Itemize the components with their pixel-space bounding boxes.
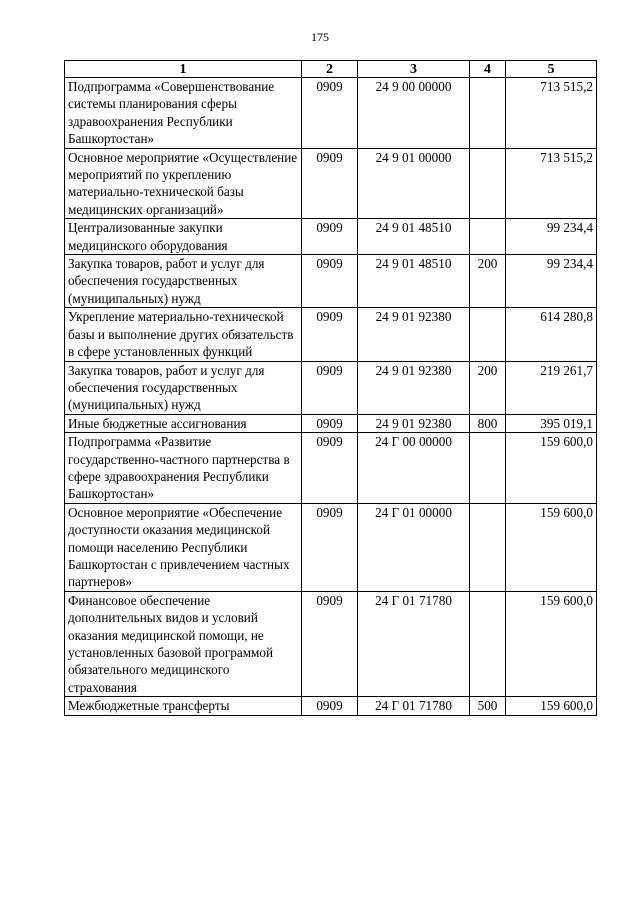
column-header-vr: 4 bbox=[470, 61, 506, 78]
row-amount: 395 019,1 bbox=[506, 414, 597, 432]
row-expense-type: 200 bbox=[470, 255, 506, 308]
row-section: 0909 bbox=[302, 255, 358, 308]
table-row bbox=[65, 255, 597, 308]
column-header-csr: 3 bbox=[358, 61, 470, 78]
row-name: Финансовое обеспечение дополнительных видов и условий оказания медицинской помощи, не установленных базовой программой обязательного медицинского страхования bbox=[65, 591, 302, 696]
row-target-article: 24 9 01 00000 bbox=[358, 148, 470, 219]
table-row bbox=[65, 697, 597, 715]
row-section: 0909 bbox=[302, 503, 358, 591]
row-name: Укрепление материально-технической базы и выполнение других обязательств в сфере установленных функций bbox=[65, 308, 302, 361]
row-expense-type bbox=[470, 503, 506, 591]
header-row bbox=[65, 61, 597, 78]
row-name: Основное мероприятие «Осуществление мероприятий по укреплению материально-технической базы медицинских организаций» bbox=[65, 148, 302, 219]
row-target-article: 24 9 01 92380 bbox=[358, 361, 470, 414]
row-expense-type bbox=[470, 308, 506, 361]
row-target-article: 24 9 01 92380 bbox=[358, 414, 470, 432]
row-target-article: 24 9 00 00000 bbox=[358, 78, 470, 149]
table-row bbox=[65, 503, 597, 591]
row-section: 0909 bbox=[302, 219, 358, 255]
table-row bbox=[65, 78, 597, 149]
row-expense-type bbox=[470, 78, 506, 149]
table-row bbox=[65, 433, 597, 504]
row-target-article: 24 Г 01 00000 bbox=[358, 503, 470, 591]
budget-table bbox=[64, 60, 597, 716]
table-row bbox=[65, 414, 597, 432]
row-section: 0909 bbox=[302, 308, 358, 361]
row-expense-type bbox=[470, 219, 506, 255]
table-row bbox=[65, 308, 597, 361]
row-amount: 219 261,7 bbox=[506, 361, 597, 414]
row-amount: 713 515,2 bbox=[506, 148, 597, 219]
row-amount: 614 280,8 bbox=[506, 308, 597, 361]
row-target-article: 24 9 01 48510 bbox=[358, 219, 470, 255]
row-expense-type: 800 bbox=[470, 414, 506, 432]
row-amount: 159 600,0 bbox=[506, 433, 597, 504]
column-header-section: 2 bbox=[302, 61, 358, 78]
table-row bbox=[65, 148, 597, 219]
row-expense-type: 200 bbox=[470, 361, 506, 414]
row-amount: 159 600,0 bbox=[506, 503, 597, 591]
row-target-article: 24 9 01 48510 bbox=[358, 255, 470, 308]
row-amount: 99 234,4 bbox=[506, 219, 597, 255]
row-name: Иные бюджетные ассигнования bbox=[65, 414, 302, 432]
row-name: Закупка товаров, работ и услуг для обеспечения государственных (муниципальных) нужд bbox=[65, 255, 302, 308]
row-section: 0909 bbox=[302, 78, 358, 149]
row-name: Подпрограмма «Развитие государственно-частного партнерства в сфере здравоохранения Республики Башкортостан» bbox=[65, 433, 302, 504]
row-section: 0909 bbox=[302, 414, 358, 432]
row-amount: 159 600,0 bbox=[506, 591, 597, 696]
row-target-article: 24 Г 01 71780 bbox=[358, 697, 470, 715]
table-row bbox=[65, 219, 597, 255]
row-expense-type bbox=[470, 591, 506, 696]
row-name: Межбюджетные трансферты bbox=[65, 697, 302, 715]
row-target-article: 24 Г 00 00000 bbox=[358, 433, 470, 504]
row-name: Централизованные закупки медицинского оборудования bbox=[65, 219, 302, 255]
column-header-name: 1 bbox=[65, 61, 302, 78]
row-expense-type: 500 bbox=[470, 697, 506, 715]
page-number: 175 bbox=[311, 30, 329, 44]
row-section: 0909 bbox=[302, 148, 358, 219]
table-row bbox=[65, 591, 597, 696]
row-name: Подпрограмма «Совершенствование системы планирования сферы здравоохранения Республики Башкортостан» bbox=[65, 78, 302, 149]
row-amount: 99 234,4 bbox=[506, 255, 597, 308]
row-section: 0909 bbox=[302, 591, 358, 696]
row-section: 0909 bbox=[302, 361, 358, 414]
row-section: 0909 bbox=[302, 433, 358, 504]
column-header-amount: 5 bbox=[506, 61, 597, 78]
row-amount: 159 600,0 bbox=[506, 697, 597, 715]
row-expense-type bbox=[470, 433, 506, 504]
row-section: 0909 bbox=[302, 697, 358, 715]
row-name: Закупка товаров, работ и услуг для обеспечения государственных (муниципальных) нужд bbox=[65, 361, 302, 414]
row-target-article: 24 9 01 92380 bbox=[358, 308, 470, 361]
row-expense-type bbox=[470, 148, 506, 219]
row-amount: 713 515,2 bbox=[506, 78, 597, 149]
row-name: Основное мероприятие «Обеспечение доступности оказания медицинской помощи населению Республики Башкортостан с привлечением частных партнеров» bbox=[65, 503, 302, 591]
row-target-article: 24 Г 01 71780 bbox=[358, 591, 470, 696]
table-row bbox=[65, 361, 597, 414]
